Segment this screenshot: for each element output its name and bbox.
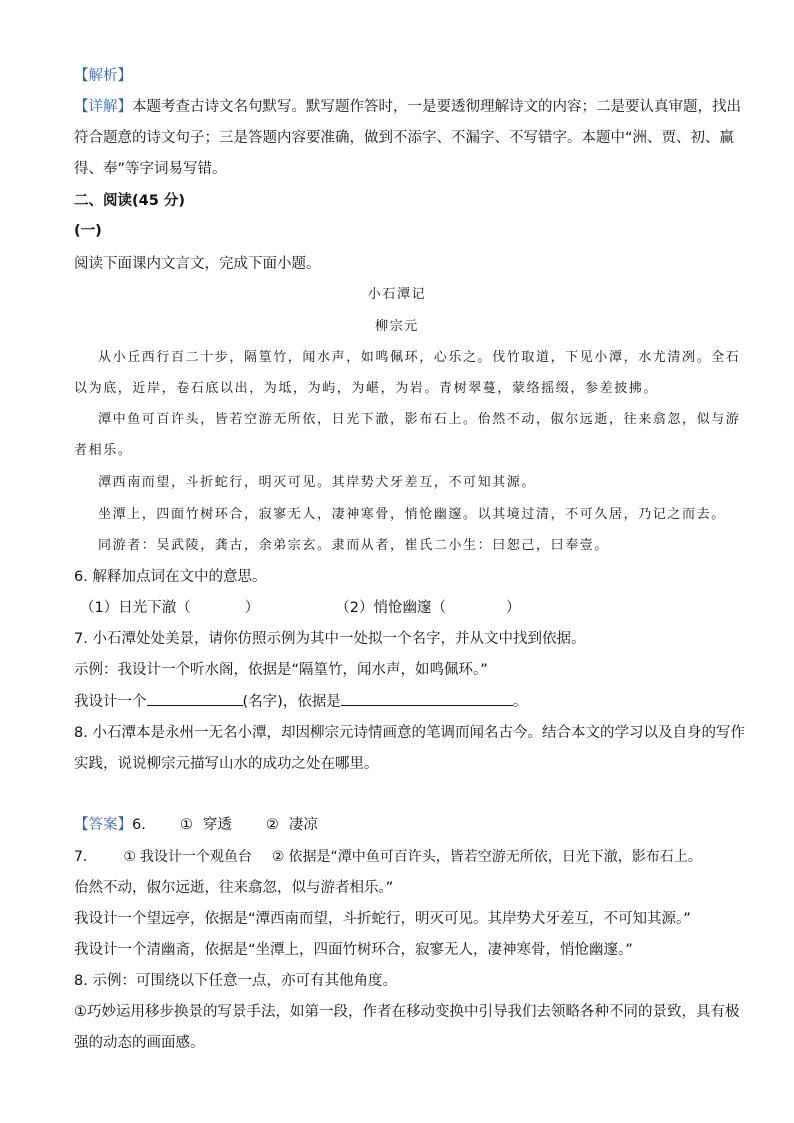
answer-7-line-4: 我设计一个清幽斋，依据是“坐潭上，四面竹树环合，寂寥无人，凄神寒骨，悄怆幽邃。” [74, 942, 633, 958]
question-7-fill-line [74, 691, 527, 712]
answer-6-2: 凄凉 [288, 817, 318, 833]
question-6-items [80, 598, 520, 618]
question-6-2-label: （2）悄怆幽邃（ [335, 600, 446, 616]
passage-p1-line-1: 从小丘西行百二十步，隔篁竹，闻水声，如鸣佩环，心乐之。伐竹取道，下见小潭，水尤清冽。全石 [98, 350, 741, 365]
analysis-detail-line-3: 得、奉”等字词易写错。 [74, 161, 227, 177]
answer-6-number: 6. [132, 817, 146, 833]
detail-tag: 【详解】 [74, 99, 132, 115]
answer-7-number: 7. [74, 849, 88, 865]
answer-7-line-3: 我设计一个望远亭，依据是“潭西南而望，斗折蛇行，明灭可见。其岸势犬牙差互，不可知其源。” [74, 911, 691, 927]
question-6: 6. 解释加点词在文中的意思。 [74, 569, 267, 585]
answer-7-circle-1: ① [123, 849, 136, 865]
passage-p2-line-2: 者相乐。 [74, 443, 133, 458]
question-7-end: 。 [512, 694, 528, 710]
answer-6-1: 穿透 [202, 817, 232, 833]
section-part: (一) [74, 223, 102, 239]
answer-7-line-1 [74, 847, 702, 867]
passage-title: 小石潭记 [367, 287, 427, 302]
question-6-2-close: ） [505, 600, 521, 616]
question-7-prefix: 我设计一个 [74, 694, 147, 710]
answer-6-circle-2: ② [265, 817, 279, 833]
answer-tag: 【答案】 [74, 817, 132, 833]
answer-8-line-2: ①巧妙运用移步换景的写景手法，如第一段，作者在移动变换中引导我们去领略各种不同的景致，具有极 [74, 1004, 740, 1020]
detail-text-1: 本题考查古诗文名句默写。默写题作答时，一是要透彻理解诗文的内容；二是要认真审题，找出 [132, 99, 741, 115]
passage-p2-line-1: 潭中鱼可百许头，皆若空游无所依，日光下澈，影布石上。佁然不动，俶尔远逝，往来翕忽，似与游 [98, 412, 741, 427]
analysis-heading: 【解析】 [74, 68, 132, 84]
question-6-1-close: ） [244, 600, 260, 616]
answer-7-circle-2: ② [271, 849, 285, 865]
question-7-middle: (名字)，依据是 [242, 694, 341, 710]
section-title: 二、阅读(45 分) [74, 193, 185, 209]
answer-7-1b: 依据是“潭中鱼可百许头，皆若空游无所依，日光下澈，影布石上。 [288, 849, 702, 865]
passage-p3: 潭西南而望，斗折蛇行，明灭可见。其岸势犬牙差互，不可知其源。 [98, 475, 537, 490]
passage-p4: 坐潭上，四面竹树环合，寂寥无人，凄神寒骨，悄怆幽邃。以其境过清，不可久居，乃记之而去。 [98, 507, 726, 522]
answer-8-line-3: 强的动态的画面感。 [74, 1035, 205, 1051]
name-blank[interactable] [147, 691, 243, 706]
answer-7-line-2: 佁然不动，俶尔远逝，往来翕忽，似与游者相乐。” [74, 880, 394, 896]
question-8-line-2: 实践，说说柳宗元描写山水的成功之处在哪里。 [74, 756, 379, 772]
question-8-line-1: 8. 小石潭本是永州一无名小潭，却因柳宗元诗情画意的笔调而闻名古今。结合本文的学习以及自身的写作 [74, 725, 745, 741]
analysis-detail-line-1 [74, 97, 741, 117]
analysis-detail-line-2: 符合题意的诗文句子；三是答题内容要准确，做到不添字、不漏字、不写错字。本题中“洲、贾、初、赢 [74, 130, 735, 146]
answer-6-line [74, 815, 318, 835]
question-7: 7. 小石潭处处美景，请你仿照示例为其中一处拟一个名字，并从文中找到依据。 [74, 631, 586, 647]
question-7-example: 示例：我设计一个听水阁，依据是“隔篁竹，闻水声，如鸣佩环。” [74, 662, 488, 678]
answer-6-circle-1: ① [179, 817, 193, 833]
answer-8-line-1: 8. 示例：可围绕以下任意一点，亦可有其他角度。 [74, 973, 397, 989]
passage-p1-line-2: 以为底，近岸，卷石底以出，为坻，为屿，为嵁，为岩。青树翠蔓，蒙络摇缀，参差披拂。 [74, 381, 659, 396]
passage-p5: 同游者：吴武陵，龚古，余弟宗玄。隶而从者，崔氏二小生：曰恕己，曰奉壹。 [98, 538, 610, 553]
question-6-1-label: （1）日光下澈（ [80, 600, 191, 616]
passage-author: 柳宗元 [375, 319, 419, 334]
section-instruction: 阅读下面课内文言文，完成下面小题。 [74, 256, 321, 272]
basis-blank[interactable] [341, 691, 513, 706]
answer-7-1a: 我设计一个观鱼台 [139, 849, 252, 865]
